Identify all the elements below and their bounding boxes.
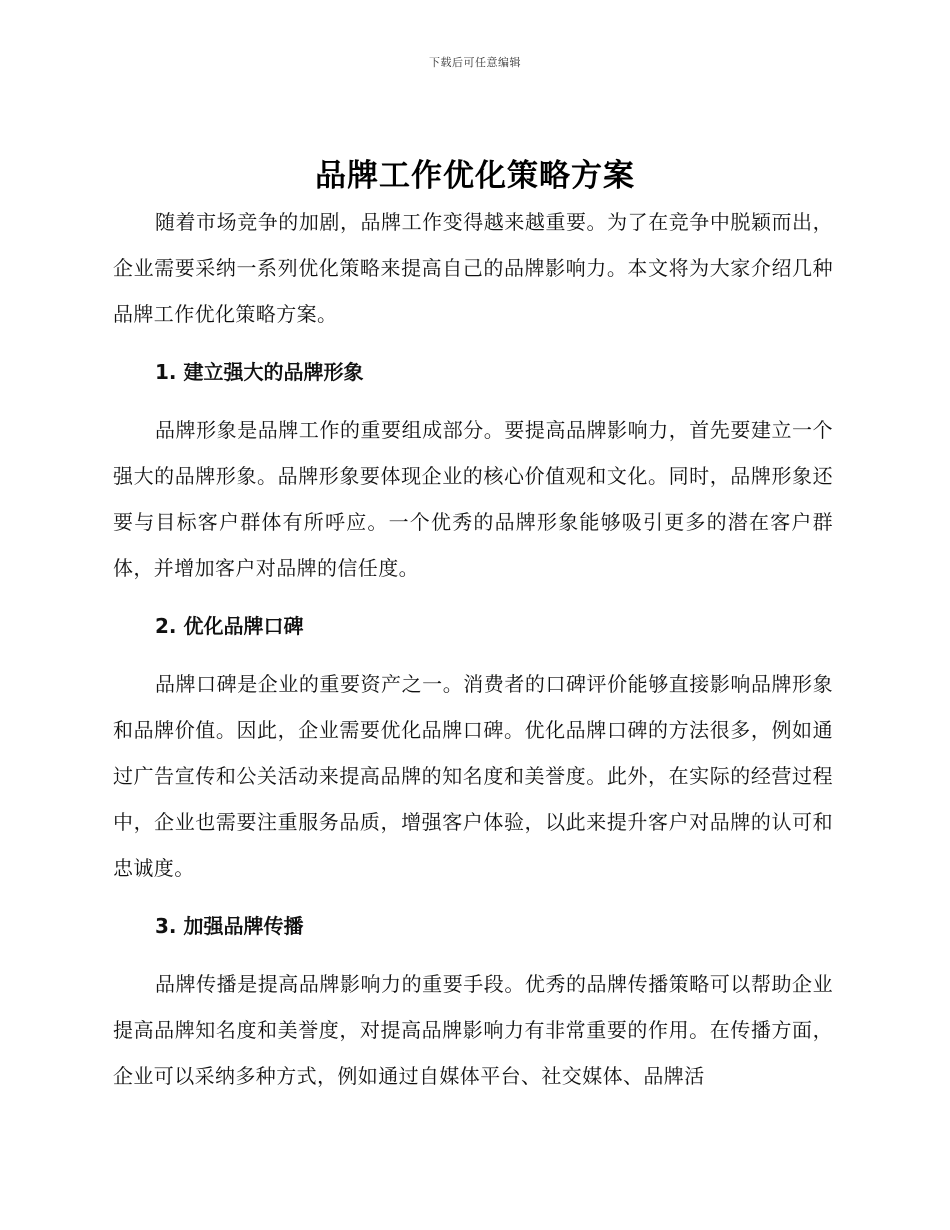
section-heading-2: 2. 优化品牌口碑 [155, 614, 304, 638]
header-note: 下载后可任意编辑 [429, 56, 521, 69]
section-heading-1: 1. 建立强大的品牌形象 [155, 360, 364, 384]
section-heading-3: 3. 加强品牌传播 [155, 914, 304, 938]
intro-paragraph: 随着市场竞争的加剧，品牌工作变得越来越重要。为了在竞争中脱颖而出，企业需要采纳一系列优化策略来提高自己的品牌影响力。本文将为大家介绍几种品牌工作优化策略方案。 [113, 210, 833, 326]
section-body-2: 品牌口碑是企业的重要资产之一。消费者的口碑评价能够直接影响品牌形象和品牌价值。因此，企业需要优化品牌口碑。优化品牌口碑的方法很多，例如通过广告宣传和公关活动来提高品牌的知名度和美誉度。此外，在实际的经营过程中，企业也需要注重服务品质，增强客户体验，以此来提升客户对品牌的认可和忠诚度。 [113, 672, 833, 880]
section-body-3: 品牌传播是提高品牌影响力的重要手段。优秀的品牌传播策略可以帮助企业提高品牌知名度和美誉度，对提高品牌影响力有非常重要的作用。在传播方面，企业可以采纳多种方式，例如通过自媒体平台、社交媒体、品牌活 [113, 972, 833, 1088]
section-body-1: 品牌形象是品牌工作的重要组成部分。要提高品牌影响力，首先要建立一个强大的品牌形象。品牌形象要体现企业的核心价值观和文化。同时，品牌形象还要与目标客户群体有所呼应。一个优秀的品牌形象能够吸引更多的潜在客户群体，并增加客户对品牌的信任度。 [113, 418, 833, 580]
document-title: 品牌工作优化策略方案 [315, 158, 635, 194]
document-body [113, 199, 833, 1099]
